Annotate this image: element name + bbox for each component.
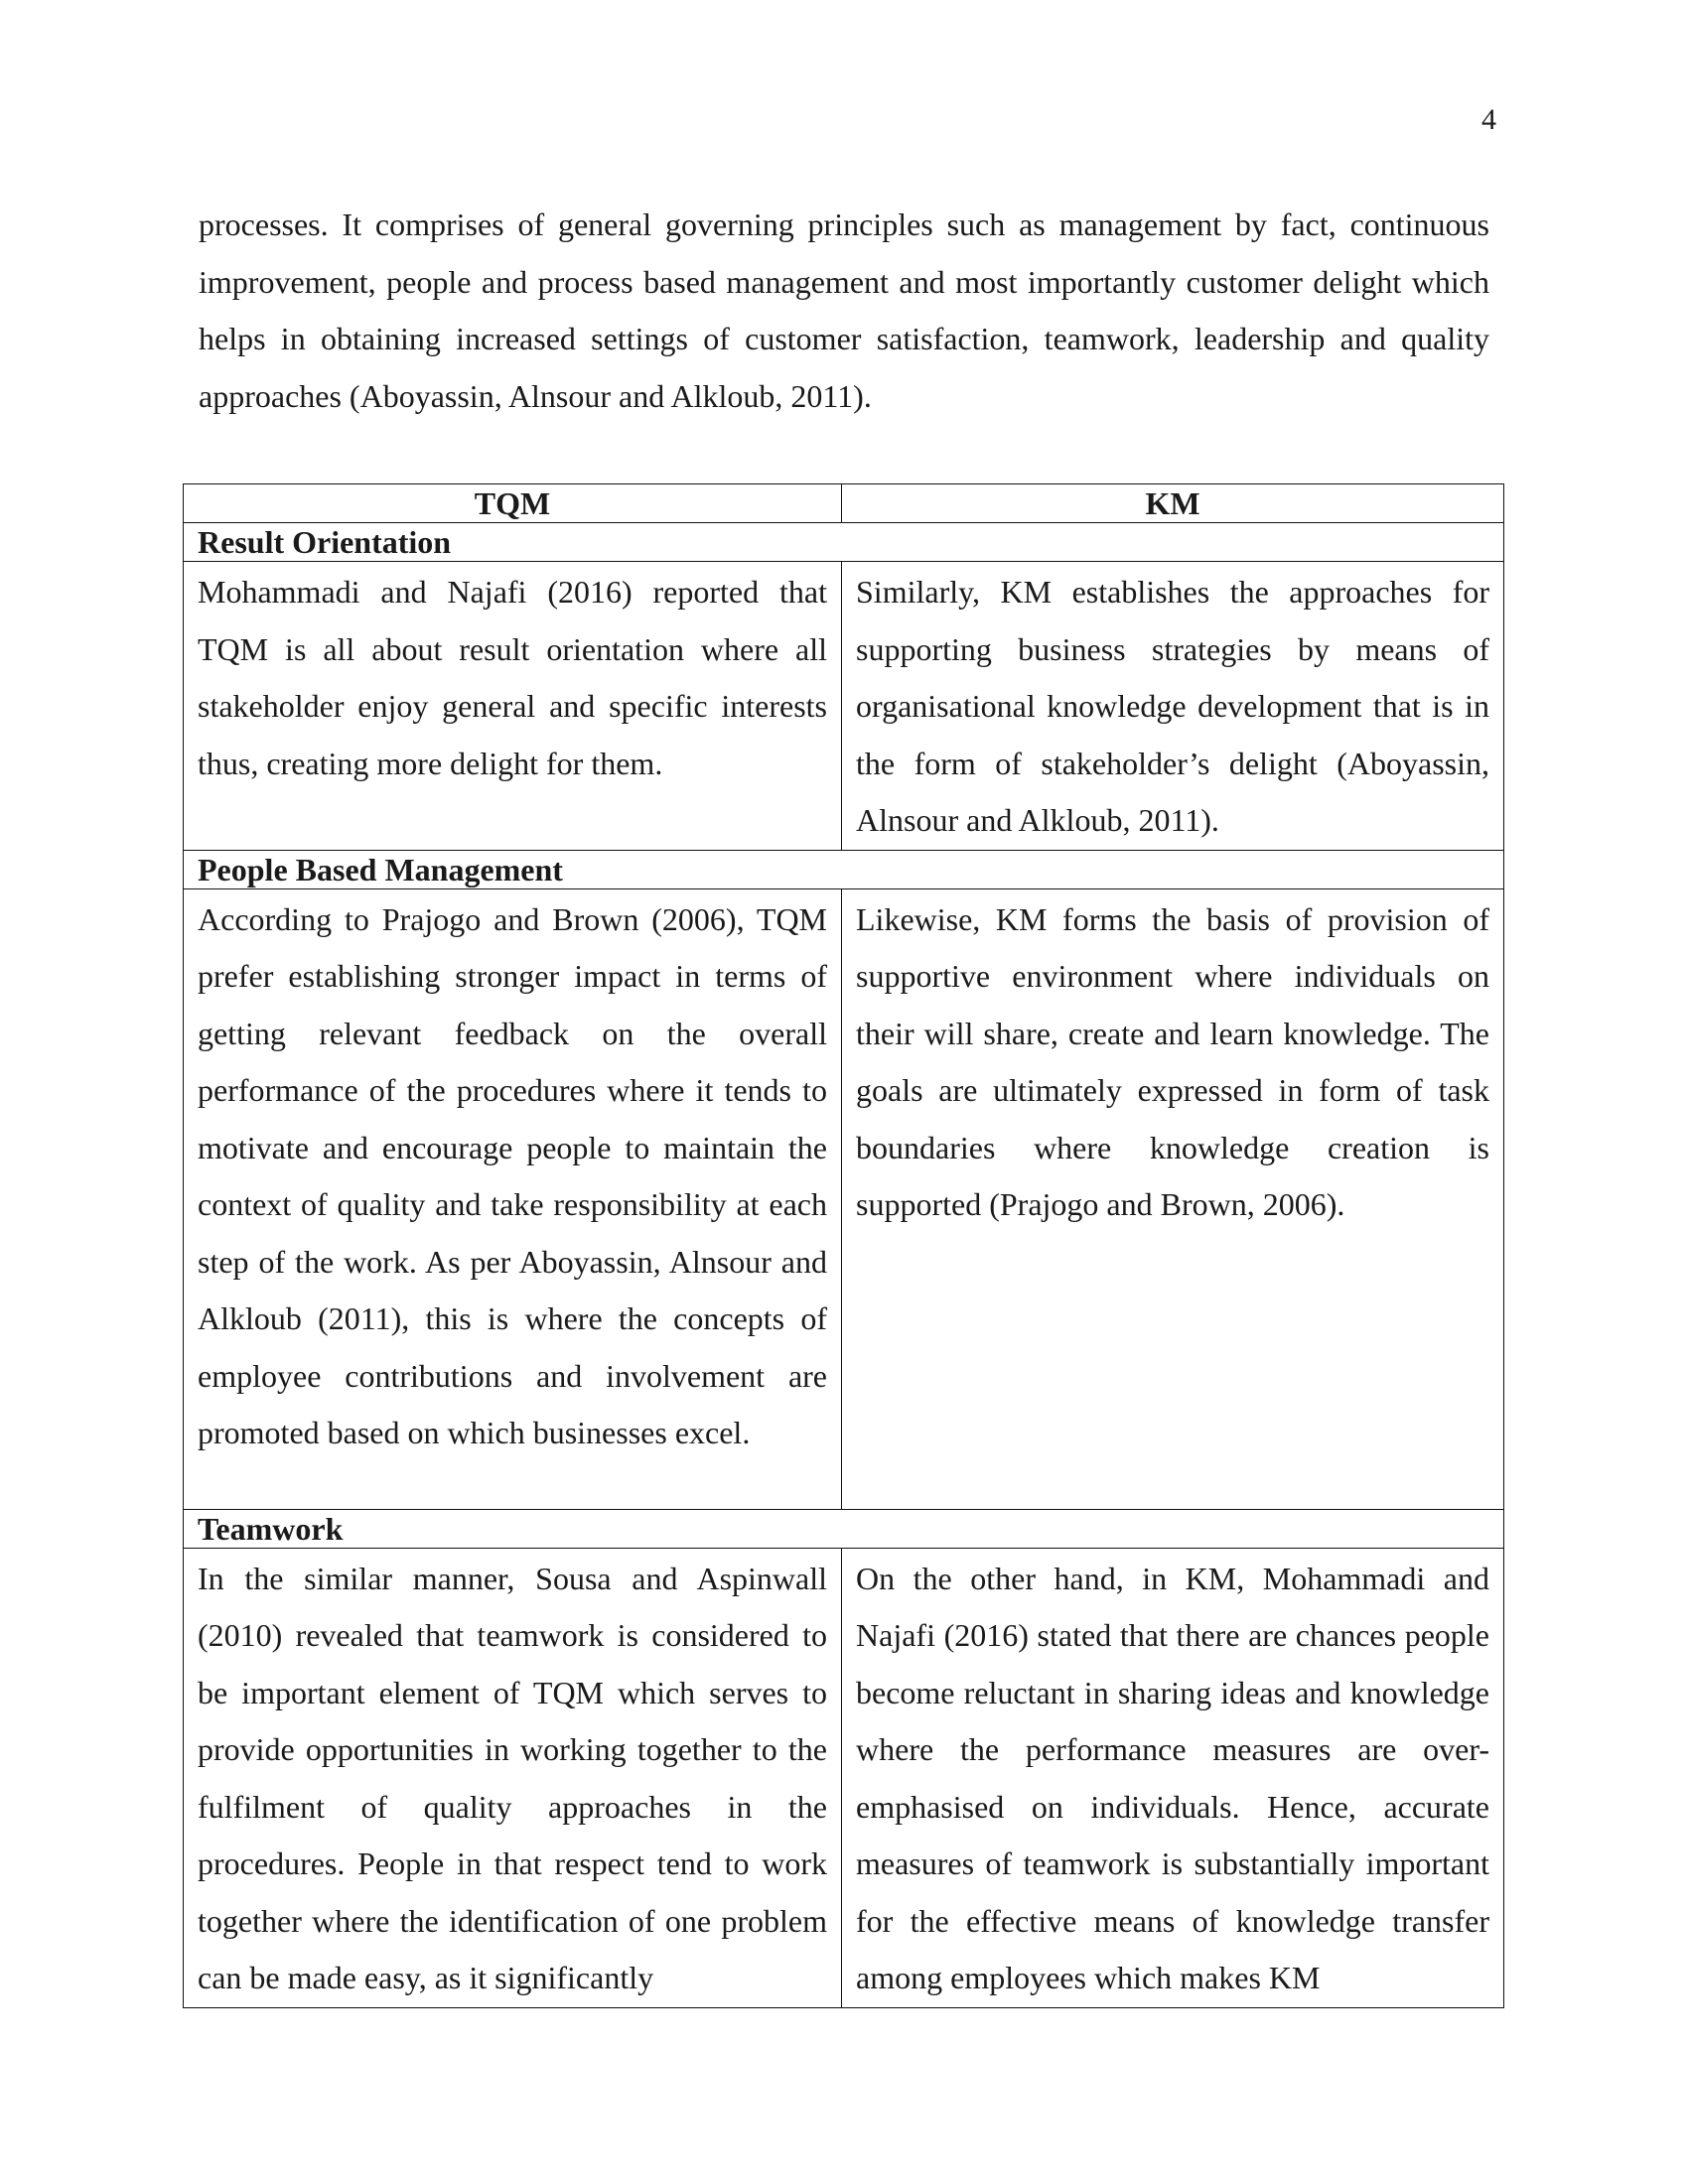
section-title-spacer xyxy=(842,523,1504,562)
km-result-orientation-text: Similarly, KM establishes the approaches for supporting business strategies by means of organisational knowledge development that is in the form of stakeholder’s delight (Aboyassin, Alnsour and Alkloub, 2011). xyxy=(856,574,1489,838)
section-title-result-orientation: Result Orientation xyxy=(184,523,842,562)
section-title-row xyxy=(184,523,1504,562)
section-title-people-based-management: People Based Management xyxy=(184,850,842,888)
section-title-row xyxy=(184,850,1504,888)
section-title-spacer xyxy=(842,850,1504,888)
tqm-people-based-management-cell xyxy=(184,888,842,1509)
km-people-based-management-text: Likewise, KM forms the basis of provision of supportive environment where individuals on their will share, create and learn knowledge. The goals are ultimately expressed in form of task boundaries where knowledge creation is supported (Prajogo and Brown, 2006). xyxy=(856,900,1489,1222)
tqm-result-orientation-text: Mohammadi and Najafi (2016) reported that TQM is all about result orientation where all stakeholder enjoy general and specific interests thus, creating more delight for them. xyxy=(198,574,827,781)
tqm-result-orientation-cell xyxy=(184,562,842,851)
table-row xyxy=(184,562,1504,851)
tqm-people-based-management-text: According to Prajogo and Brown (2006), TQM prefer establishing stronger impact in terms of getting relevant feedback on the overall performance of the procedures where it tends to motivate and encourage people to maintain the context of quality and take responsibility at each step of the work. As per Aboyassin, Alnsour and Alkloub (2011), this is where the concepts of employee contributions and involvement are promoted based on which businesses excel. xyxy=(198,900,827,1450)
section-title-teamwork: Teamwork xyxy=(184,1509,842,1548)
table-header-row xyxy=(184,484,1504,523)
km-people-based-management-cell xyxy=(842,888,1504,1509)
tqm-teamwork-cell xyxy=(184,1548,842,2007)
table-row xyxy=(184,1548,1504,2007)
km-teamwork-text: On the other hand, in KM, Mohammadi and Najafi (2016) stated that there are chances people become reluctant in sharing ideas and knowledge where the performance measures are over-emphasised on individuals. Hence, accurate measures of teamwork is substantially important for the effective means of knowledge transfer among employees which makes KM xyxy=(856,1560,1489,1995)
km-result-orientation-cell xyxy=(842,562,1504,851)
intro-paragraph: processes. It comprises of general governing principles such as management by fact, continuous improvement, people and process based management and most importantly customer delight which helps in obtaining increased settings of customer satisfaction, teamwork, leadership and quality approaches (Aboyassin, Alnsour and Alkloub, 2011). xyxy=(199,206,1489,414)
table-row xyxy=(184,888,1504,1509)
header-tqm: TQM xyxy=(184,484,842,523)
header-km: KM xyxy=(842,484,1504,523)
tqm-teamwork-text: In the similar manner, Sousa and Aspinwall (2010) revealed that teamwork is considered to be important element of TQM which serves to provide opportunities in working together to the fulfilment of quality approaches in the procedures. People in that respect tend to work together where the identification of one problem can be made easy, as it significantly xyxy=(198,1560,827,1995)
section-title-spacer xyxy=(842,1509,1504,1548)
comparison-table xyxy=(183,483,1504,2008)
km-teamwork-cell xyxy=(842,1548,1504,2007)
section-title-row xyxy=(184,1509,1504,1548)
page-number: 4 xyxy=(1481,103,1496,136)
